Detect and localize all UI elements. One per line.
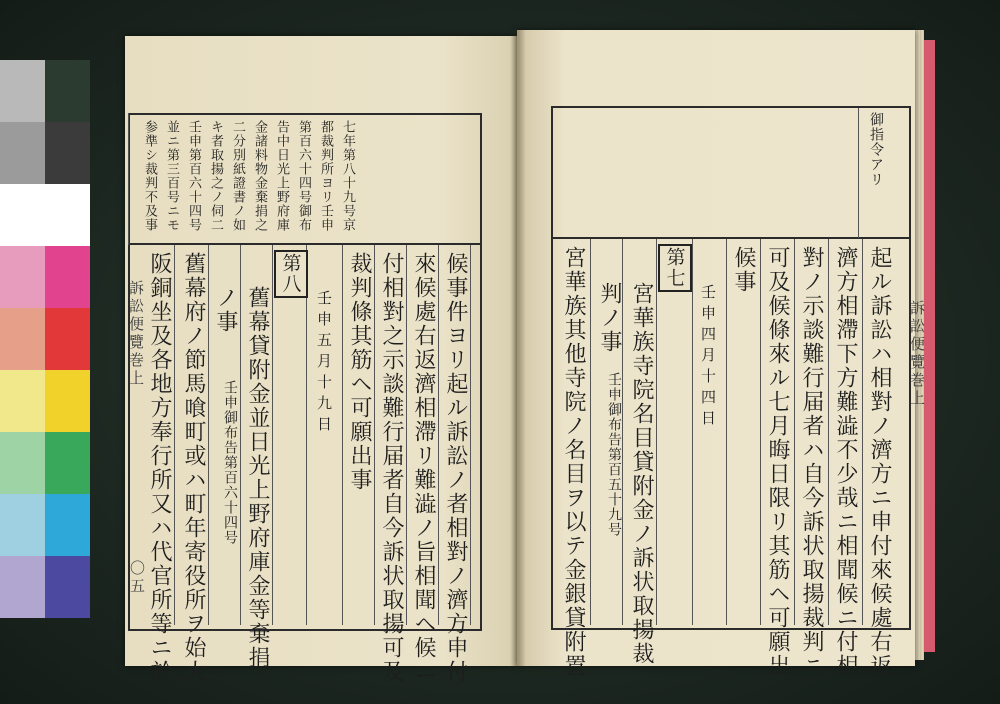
note-column: キ者取揚之ノ伺二 — [208, 120, 223, 232]
column-rule — [306, 245, 307, 625]
show-through-text — [880, 120, 906, 141]
column-rule — [342, 245, 343, 625]
body-column: 宮華族其他寺院ノ名目ヲ以テ金銀貸附置 — [561, 246, 586, 678]
body-column: 來候處右返濟相滯リ難澁ノ旨相聞ヘ候ニ — [411, 252, 436, 684]
column-rule — [692, 239, 693, 625]
right-note-box-rule — [858, 108, 859, 238]
column-rule — [174, 245, 175, 625]
column-rule — [656, 239, 657, 625]
swatch — [45, 370, 90, 432]
page-number: 〇五 — [128, 560, 146, 596]
column-rule — [438, 245, 439, 625]
swatch — [45, 494, 90, 556]
column-rule — [470, 245, 471, 625]
swatch — [45, 246, 90, 308]
swatch — [45, 122, 90, 184]
column-rule — [794, 239, 795, 625]
swatch — [0, 60, 45, 122]
column-rule — [590, 239, 591, 625]
swatch — [45, 308, 90, 370]
section-title-column: ノ事 — [213, 286, 238, 334]
note-column: 金諸料物金棄捐之 — [252, 120, 267, 232]
swatch — [0, 122, 45, 184]
note-column: 二分別紙證書ノ如 — [230, 120, 245, 232]
column-rule — [862, 239, 863, 625]
left-divider — [128, 243, 480, 245]
section-label: 第七 — [658, 244, 692, 292]
note-column: 第百六十四号御布 — [296, 120, 311, 232]
swatch — [0, 370, 45, 432]
section-title-column: 判ノ事 — [597, 282, 622, 354]
column-rule — [406, 245, 407, 625]
swatch — [0, 246, 45, 308]
swatch — [0, 494, 45, 556]
swatch — [45, 556, 90, 618]
note-column: 七年第八十九号京 — [340, 120, 355, 232]
section-title-column: 舊幕貸附金並日光上野府庫金等棄捐 — [245, 286, 270, 670]
note-column: 壬申第百六十四号 — [186, 120, 201, 232]
swatch — [0, 308, 45, 370]
swatch — [0, 432, 45, 494]
swatch — [0, 556, 45, 618]
swatch — [45, 184, 90, 246]
body-column: 可及候條來ル七月晦日限リ其筋ヘ可願出 — [765, 246, 790, 678]
section-label: 第八 — [274, 250, 308, 298]
column-rule — [272, 245, 273, 625]
body-column: 裁判條其筋ヘ可願出事 — [347, 252, 372, 492]
body-column: 阪銅坐及各地方奉行所又ハ代官所等ニ於 — [147, 252, 172, 684]
body-column: 舊幕府ノ節馬喰町或ハ町年寄役所ヲ始大 — [181, 252, 206, 684]
book-margin-title: 訴訟便覽巻上 — [127, 280, 145, 388]
column-rule — [828, 239, 829, 625]
swatch — [0, 184, 45, 246]
top-note: 御指令アリ — [868, 112, 884, 187]
column-rule — [760, 239, 761, 625]
body-column: 候事件ヨリ起ル訴訟ノ者相對ノ濟方申付 — [443, 252, 468, 684]
column-rule — [208, 245, 209, 625]
column-rule — [240, 245, 241, 625]
date: 壬申五月十九日 — [315, 290, 333, 437]
decree-reference: 壬申御布告第百五十九号 — [606, 372, 622, 537]
note-column: 告中日光上野府庫 — [274, 120, 289, 232]
body-column: 對ノ示談難行届者ハ自今訴状取揚裁判ニ — [799, 246, 824, 678]
right-divider — [551, 237, 909, 239]
left-note-box-rule — [128, 113, 129, 245]
book-gutter — [510, 30, 526, 666]
note-column: 並ニ第三百号ニモ — [164, 120, 179, 232]
swatch — [45, 60, 90, 122]
body-column: 濟方相滯下方難澁不少哉ニ相聞候ニ付相 — [833, 246, 858, 678]
decree-reference: 壬申御布告第百六十四号 — [222, 380, 238, 545]
note-column: 都裁判所ヨリ壬申 — [318, 120, 333, 232]
body-column: 候事 — [731, 246, 756, 294]
body-column: 起ル訴訟ハ相對ノ濟方ニ申付來候處右返 — [867, 246, 892, 678]
column-rule — [726, 239, 727, 625]
section-title-column: 宮華族寺院名目貸附金ノ訴状取揚裁 — [629, 282, 654, 666]
column-rule — [374, 245, 375, 625]
date: 壬申四月十四日 — [699, 284, 717, 431]
body-column: 付相對之示談難行届者自今訴状取揚可及 — [379, 252, 404, 684]
book-margin-title: 訴訟便覽巻上 — [908, 300, 926, 408]
swatch — [45, 432, 90, 494]
note-column: 参準シ裁判不及事 — [142, 120, 157, 232]
color-calibration-strip — [0, 60, 90, 622]
